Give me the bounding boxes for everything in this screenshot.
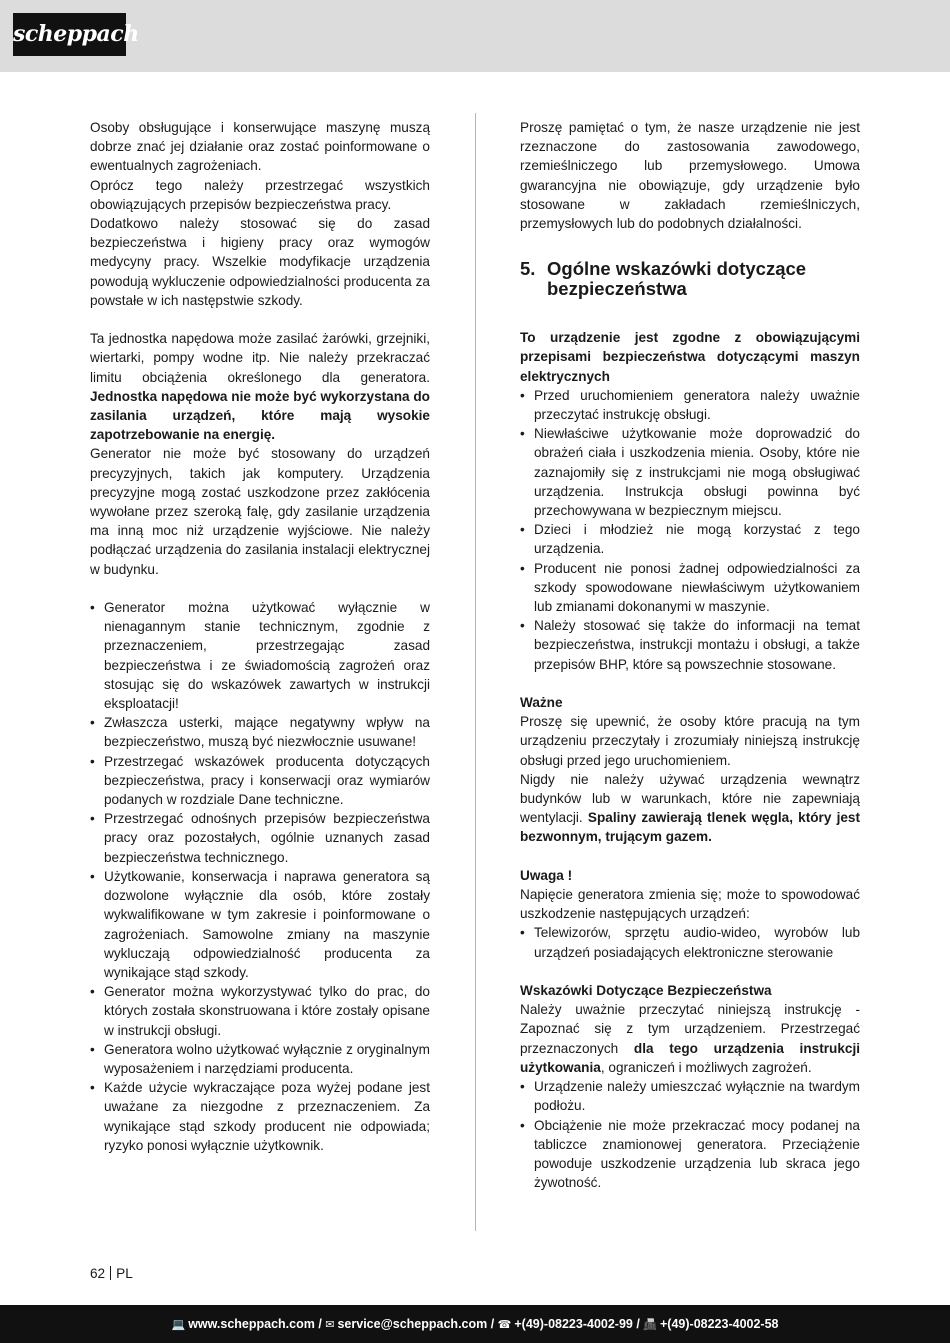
paragraph: Proszę się upewnić, że osoby które pracują na tym urządzeniu przeczytały i zrozumiały niniejszą instrukcję obsługi przed jego uruchomieniem. bbox=[520, 714, 860, 768]
section-heading bbox=[520, 259, 860, 299]
list-item: • Telewizorów, sprzętu audio-wideo, wyrobów lub urządzeń posiadających elektroniczne sterowanie bbox=[520, 923, 860, 961]
bullet-list bbox=[520, 1077, 860, 1192]
list-item: • Generator można użytkować wyłącznie w nienagannym stanie technicznym, zgodnie z przeznaczeniem, przestrzegając zasad bezpieczeństwa i ze świadomością zagrożeń oraz stosując się do wskazówek zawartych w instrukcji eksploatacji! bbox=[90, 598, 430, 713]
paragraph: Proszę pamiętać o tym, że nasze urządzenie nie jest rzeznaczone do zastosowania zawodowego, rzemieślniczego lub przemysłowego. Umowa gwarancyjna nie obowiązuje, gdy urządzenie było stosowane w zakładach rzemieślniczych, przemysłowych lub do podobnych działalności. bbox=[520, 120, 860, 232]
footer-separator: / bbox=[487, 1317, 498, 1331]
list-item: • Urządzenie należy umieszczać wyłącznie na twardym podłożu. bbox=[520, 1077, 860, 1115]
fax-icon: 📠 bbox=[643, 1319, 657, 1331]
bullet-list bbox=[520, 923, 860, 961]
footer-separator: / bbox=[314, 1317, 326, 1331]
list-item: • Należy stosować się także do informacji na temat bezpieczeństwa, instrukcji montażu i obsługi, a także przepisów BHP, które są powszechnie stosowane. bbox=[520, 616, 860, 674]
text-run: Nigdy nie należy używać urządzenia wewnątrz budynków lub w warunkach, które nie zapewniają wentylacji. bbox=[520, 771, 860, 826]
scheppach-logo: scheppach bbox=[13, 13, 126, 56]
paragraph bbox=[90, 329, 430, 444]
footer-phone: +(49)-08223-4002-99 bbox=[514, 1317, 633, 1331]
bullet-list bbox=[90, 598, 430, 1155]
section-title: Ogólne wskazówki dotyczące bezpieczeństwa bbox=[547, 258, 807, 300]
list-item: • Użytkowanie, konserwacja i naprawa generatora są dozwolone wyłącznie dla osób, które zostały wykwalifikowane w tym zakresie i poinformowane o zagrożeniach. Samowolne zmiany na maszynie wykluczają odpowiedzialność producenta za wynikające stąd szkody. bbox=[90, 867, 430, 982]
list-item: • Zwłaszcza usterki, mające negatywny wpływ na bezpieczeństwo, muszą być niezwłocznie usuwane! bbox=[90, 713, 430, 751]
paragraph: Osoby obsługujące i konserwujące maszynę muszą dobrze znać jej działanie oraz zostać poinformowane o ewentualnych zagrożeniach. bbox=[90, 120, 430, 174]
list-item: • Przestrzegać odnośnych przepisów bezpieczeństwa pracy oraz pozostałych, ogólnie uznanych zasad bezpieczeństwa technicznego. bbox=[90, 809, 430, 867]
list-item: • Niewłaściwe użytkowanie może doprowadzić do obrażeń ciała i uszkodzenia mienia. Osoby, które nie zaznajomiły się z instrukcjami nie mogą obsługiwać urządzenia. Instrukcja obsługi powinna być przechowywana w bezpiecznym miejscu. bbox=[520, 424, 860, 520]
footer-separator: / bbox=[632, 1317, 644, 1331]
paragraph: Oprócz tego należy przestrzegać wszystkich obowiązujących przepisów bezpieczeństwa pracy. bbox=[90, 177, 430, 212]
list-item: • Producent nie ponosi żadnej odpowiedzialności za szkody spowodowane niewłaściwym użytkowaniem lub zmianami dokonanymi w maszynie. bbox=[520, 559, 860, 617]
page-number bbox=[90, 1265, 133, 1283]
paragraph bbox=[520, 1000, 860, 1077]
subheading-uwaga: Uwaga ! bbox=[520, 867, 573, 883]
subheading-safety-tips: Wskazówki Dotyczące Bezpieczeństwa bbox=[520, 983, 772, 999]
paragraph: Dodatkowo należy stosować się do zasad bezpieczeństwa i higieny pracy oraz wymogów medycyny pracy. Wszelkie modyfikacje urządzenia powodują wykluczenie odpowiedzialności producenta za powstałe w ich następstwie szkody. bbox=[90, 216, 430, 308]
text-run: , ograniczeń i możliwych zagrożeń. bbox=[600, 1059, 812, 1075]
footer-website[interactable]: www.scheppach.com bbox=[188, 1317, 315, 1331]
paragraph: Generator nie może być stosowany do urządzeń precyzyjnych, takich jak komputery. Urządzenia precyzyjne mogą zostać uszkodzone przez zakłócenia wywołane przez szeroką falę, gdy zasilanie urządzenia ma inną moc niż urządzenie wyjściowe. Nie należy podłączać urządzenia do zasilania instalacji elektrycznej w budynku. bbox=[90, 446, 430, 577]
list-item: • Dzieci i młodzież nie mogą korzystać z tego urządzenia. bbox=[520, 520, 860, 558]
phone-icon: ☎ bbox=[497, 1319, 512, 1331]
page-header bbox=[0, 0, 950, 72]
computer-icon: 💻 bbox=[171, 1319, 186, 1331]
left-column bbox=[90, 118, 430, 1155]
language-code: PL bbox=[116, 1266, 133, 1281]
footer-fax: +(49)-08223-4002-58 bbox=[660, 1317, 779, 1331]
separator-bar bbox=[110, 1266, 111, 1280]
bold-text: Spaliny zawierają tlenek węgla, który jest bezwonnym, trującym gazem. bbox=[520, 810, 860, 845]
list-item: • Przestrzegać wskazówek producenta dotyczących bezpieczeństwa, pracy i konserwacji oraz wymiarów podanych w rozdziale Dane techniczne. bbox=[90, 752, 430, 810]
paragraph: Napięcie generatora zmienia się; może to spowodować uszkodzenie następujących urządzeń: bbox=[520, 887, 860, 922]
email-icon: ✉ bbox=[325, 1319, 335, 1331]
lead-text: To urządzenie jest zgodne z obowiązującymi przepisami bezpieczeństwa dotyczącymi maszyn elektrycznych bbox=[520, 330, 860, 384]
right-column bbox=[520, 118, 860, 1192]
bold-text: Jednostka napędowa nie może być wykorzystana do zasilania urządzeń, które mają wysokie zapotrzebowanie na energię. bbox=[90, 388, 430, 443]
page-footer bbox=[0, 1305, 950, 1343]
list-item: • Generatora wolno użytkować wyłącznie z oryginalnym wyposażeniem i narzędziami producenta. bbox=[90, 1040, 430, 1078]
text-run: Należy uważnie przeczytać niniejszą instrukcję - Zapoznać się z tym urządzeniem. Przestrzegać przeznaczonych bbox=[520, 1002, 860, 1056]
bold-text: dla tego urządzenia instrukcji użytkowania bbox=[520, 1040, 860, 1075]
bullet-list bbox=[520, 386, 860, 674]
page-number-value: 62 bbox=[90, 1266, 106, 1281]
section-number: 5. bbox=[520, 258, 536, 280]
list-item: • Generator można wykorzystywać tylko do prac, do których została skonstruowana i które zostały opisane w instrukcji obsługi. bbox=[90, 982, 430, 1040]
list-item: • Przed uruchomieniem generatora należy uważnie przeczytać instrukcję obsługi. bbox=[520, 386, 860, 424]
list-item: • Obciążenie nie może przekraczać mocy podanej na tabliczce znamionowej generatora. Przeciążenie powoduje uszkodzenie urządzenia lub skraca jego żywotność. bbox=[520, 1116, 860, 1193]
list-item: • Każde użycie wykraczające poza wyżej podane jest uważane za niezgodne z przeznaczeniem. Za wynikające stąd szkody producent nie odpowiada; ryzyko ponosi wyłącznie użytkownik. bbox=[90, 1078, 430, 1155]
footer-email[interactable]: service@scheppach.com bbox=[337, 1317, 488, 1331]
text-run: Ta jednostka napędowa może zasilać żarówki, grzejniki, wiertarki, pompy wodne itp. Nie należy przekraczać limitu obciążenia określonego dla generatora. bbox=[90, 331, 430, 385]
column-divider bbox=[475, 113, 476, 1231]
subheading-wazne: Ważne bbox=[520, 695, 563, 711]
paragraph bbox=[520, 770, 860, 847]
